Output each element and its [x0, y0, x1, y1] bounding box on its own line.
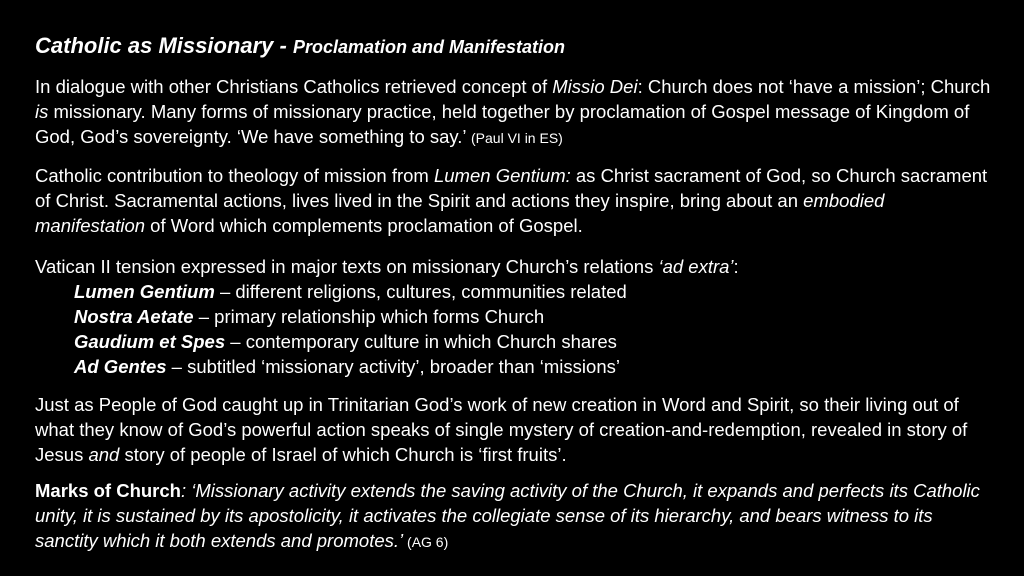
paragraph-missio-dei	[35, 74, 994, 151]
document-description: – primary relationship which forms Church	[193, 306, 545, 327]
p4-text-1: Just as People of God caught up in Trinitarian God’s work of new creation in Word and Spirit, so their living out of what they know of God’s powerful action speaks of single mystery of creation-and-redemption, revealed in story of Jesus	[35, 394, 968, 465]
list-item	[35, 354, 994, 379]
title-subtitle: Proclamation and Manifestation	[292, 37, 566, 57]
document-name: Ad Gentes	[74, 356, 167, 377]
p4-and: and	[88, 444, 120, 465]
p3-text-2: :	[733, 256, 739, 277]
document-description: – contemporary culture in which Church shares	[225, 331, 617, 352]
p1-is: is	[35, 101, 49, 122]
list-item	[35, 279, 994, 304]
title-main: Catholic as Missionary -	[35, 33, 293, 58]
p2-embodied-manifestation: embodied manifestation	[35, 190, 885, 236]
p2-text-3: of Word which complements proclamation of Gospel.	[145, 215, 583, 236]
p2-text-1: Catholic contribution to theology of mission from	[35, 165, 434, 186]
p5-quote: : ‘Missionary activity extends the saving activity of the Church, it expands and perfects its Catholic unity, it is sustained by its apostolicity, it activates the collegiate sense of its hierarchy, and bears witness to its sanctity which it both extends and promotes.’	[35, 480, 980, 551]
p3-ad-extra: ‘ad extra’	[658, 256, 734, 277]
list-item	[35, 329, 994, 354]
p1-missio-dei: Missio Dei	[552, 76, 638, 97]
p2-lumen-gentium: Lumen Gentium:	[433, 165, 571, 186]
document-name: Lumen Gentium	[74, 281, 215, 302]
slide-title	[35, 33, 565, 59]
paragraph-marks-of-church	[35, 478, 994, 555]
document-name: Nostra Aetate	[74, 306, 194, 327]
p1-text-2: : Church does not ‘have a mission’; Church	[637, 76, 991, 97]
document-name: Gaudium et Spes	[74, 331, 226, 352]
p1-text-1: In dialogue with other Christians Catholics retrieved concept of	[35, 76, 553, 97]
list-item	[35, 304, 994, 329]
p4-text-2: story of people of Israel of which Church is ‘first fruits’.	[119, 444, 567, 465]
paragraph-lumen-gentium	[35, 163, 994, 238]
p3-intro	[35, 254, 994, 279]
p2-text-2: as Christ sacrament of God, so Church sacrament of Christ. Sacramental actions, lives lived in the Spirit and actions they inspire, bring about an	[35, 165, 988, 211]
paragraph-vatican-ii	[35, 254, 994, 379]
document-description: – different religions, cultures, communities related	[214, 281, 627, 302]
p5-citation: (AG 6)	[403, 534, 449, 550]
p5-marks-of-church: Marks of Church	[35, 480, 181, 501]
paragraph-people-of-god	[35, 392, 994, 467]
p3-text-1: Vatican II tension expressed in major texts on missionary Church’s relations	[35, 256, 659, 277]
document-description: – subtitled ‘missionary activity’, broader than ‘missions’	[166, 356, 620, 377]
p1-text-3: missionary. Many forms of missionary practice, held together by proclamation of Gospel message of Kingdom of God, God’s sovereignty. ‘We have something to say.’	[35, 101, 970, 147]
p1-citation: (Paul VI in ES)	[471, 130, 563, 146]
